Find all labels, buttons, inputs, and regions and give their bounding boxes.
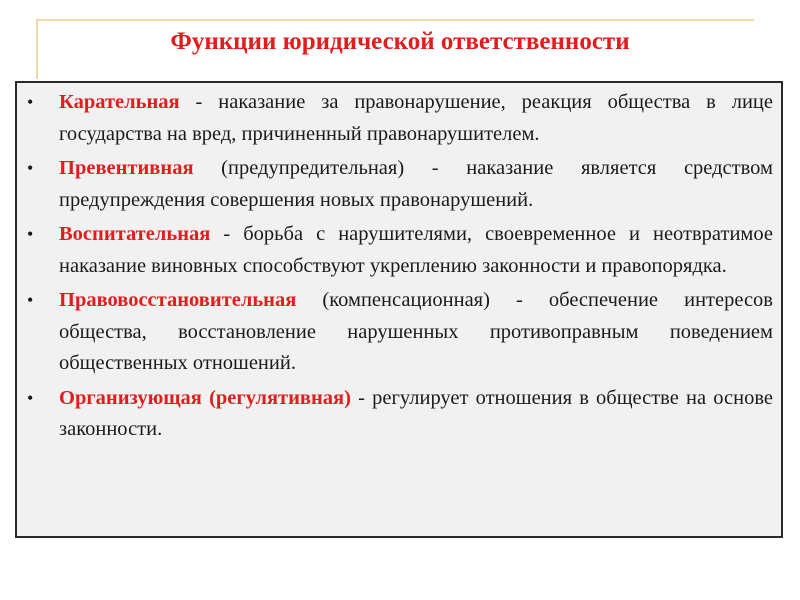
- term-preventive: Превентивная: [59, 157, 194, 179]
- definition-preventive: (предупредительная) - наказание является средством предупреждения совершения новых правонарушений.: [59, 157, 773, 211]
- list-item-organizing: [21, 383, 773, 446]
- title-rule-left: [36, 19, 38, 79]
- definition-educational: - борьба с нарушителями, своевременное и неотвратимое наказание виновных способствуют укреплению законности и правопорядка.: [59, 223, 773, 277]
- term-educational: Воспитательная: [59, 223, 211, 245]
- term-restorative: Правовосстановительная: [59, 289, 297, 311]
- slide-title: Функции юридической ответственности: [170, 28, 630, 55]
- list-item-punitive: [21, 87, 773, 150]
- term-punitive: Карательная: [59, 91, 180, 113]
- bullet-icon: •: [27, 387, 34, 408]
- bullet-icon: •: [27, 158, 34, 178]
- bullet-icon: •: [27, 92, 34, 112]
- list-item-preventive: [21, 153, 773, 216]
- bullet-icon: •: [27, 290, 34, 310]
- content-box: [15, 81, 783, 538]
- definition-punitive: - наказание за правонарушение, реакция общества в лице государства на вред, причиненный правонарушителем.: [59, 91, 773, 145]
- term-organizing: Организующая (регулятивная): [59, 386, 351, 409]
- list-item-educational: [21, 219, 773, 282]
- bullet-icon: •: [27, 224, 34, 244]
- definition-restorative: (компенсационная) - обеспечение интересов общества, восстановление нарушенных противоправным поведением общественных отношений.: [59, 289, 773, 374]
- list-item-restorative: [21, 285, 773, 380]
- title-rule-top: [36, 19, 754, 21]
- functions-list: [17, 83, 781, 446]
- definition-organizing: - регулирует отношения в обществе на основе законности.: [59, 386, 773, 440]
